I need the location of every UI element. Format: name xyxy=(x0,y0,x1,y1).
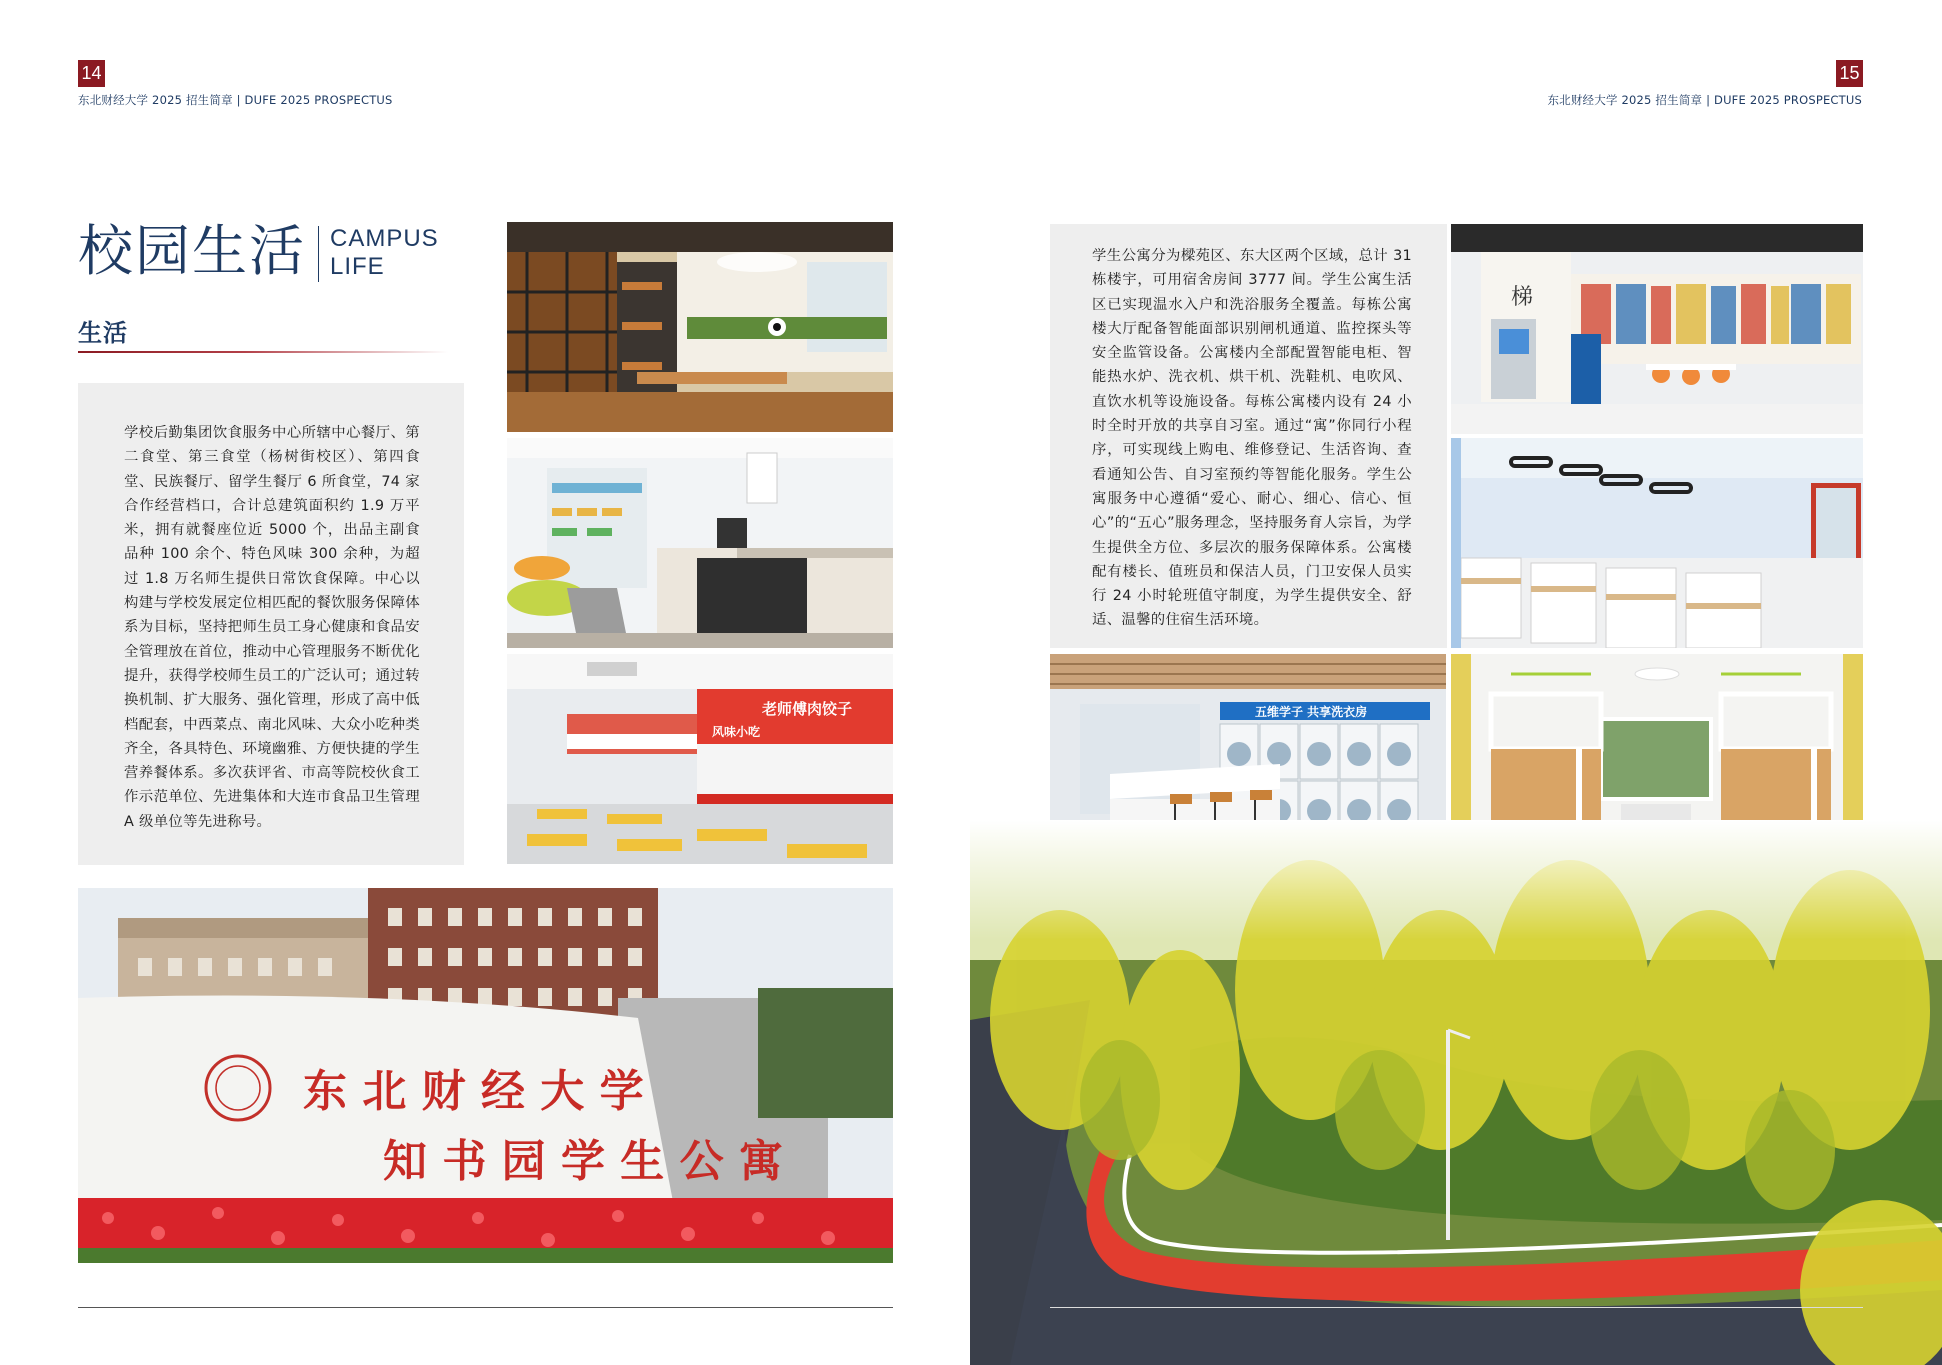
dorm-text-box xyxy=(1050,224,1447,648)
photo-ginkgo-road xyxy=(970,820,1942,1365)
running-header-left: 东北财经大学 2025 招生简章 | DUFE 2025 PROSPECTUS xyxy=(78,93,393,107)
photo-dorm-gate xyxy=(78,888,893,1263)
stall-sign-dumplings: 老师傅肉饺子 xyxy=(762,700,853,718)
subheading-rule xyxy=(78,351,448,353)
photo-study-room xyxy=(1451,438,1863,648)
dining-paragraph: 学校后勤集团饮食服务中心所辖中心餐厅、第二食堂、第三食堂（杨树街校区）、第四食堂、民族餐厅、留学生餐厅 6 所食堂，74 家合作经营档口，合计总建筑面积约 1.9 万平米，拥有就餐座位近 5000 个，出品主副食品种 100 余个、特色风味 300 余种，为超过 1.8 万名师生提供日常饮食保障。中心以构建与学校发展定位相匹配的餐饮服务保障体系为目标，坚持把师生员工身心健康和食品安全管理放在首位，推动中心管理服务不断优化提升，获得学校师生员工的广泛认可；通过转换机制、扩大服务、强化管理，形成了高中低档配套，中西菜点、南北风味、大众小吃种类齐全，各具特色、环境幽雅、方便快捷的学生营养餐体系。多次获评省、市高等院校伙食工作示范单位、先进集体和大连市食品卫生管理 A 级单位等先进称号。 xyxy=(124,425,420,830)
gate-inscription-dorm: 知 书 园 学 生 公 寓 xyxy=(383,1136,783,1187)
photo-canteen xyxy=(507,654,893,864)
page-number-left: 14 xyxy=(78,60,105,87)
footer-rule-right xyxy=(1050,1307,1863,1308)
page-number-right: 15 xyxy=(1836,60,1863,87)
photo-cafe xyxy=(507,222,893,432)
dining-text-box xyxy=(78,383,464,865)
section-title: 校园生活 xyxy=(78,219,307,283)
section-title-en-2: LIFE xyxy=(330,253,385,280)
gate-inscription-university: 东 北 财 经 大 学 xyxy=(303,1066,644,1117)
title-divider xyxy=(318,226,319,282)
laundry-sign: 五维学子 共享洗衣房 xyxy=(1255,705,1368,719)
running-header-right: 东北财经大学 2025 招生简章 | DUFE 2025 PROSPECTUS xyxy=(1547,93,1862,107)
section-title-en-1: CAMPUS xyxy=(330,225,439,252)
photo-dorm-lobby xyxy=(1451,224,1863,434)
photo-cafe-counter xyxy=(507,438,893,648)
subheading-life: 生活 xyxy=(78,319,128,347)
footer-rule-left xyxy=(78,1307,893,1308)
svg-text:梯: 梯 xyxy=(1511,285,1534,310)
stall-sign-snacks: 风味小吃 xyxy=(712,725,761,739)
dorm-paragraph: 学生公寓分为樑苑区、东大区两个区域，总计 31 栋楼宇，可用宿舍房间 3777 间。学生公寓生活区已实现温水入户和洗浴服务全覆盖。每栋公寓楼大厅配备智能面部识别闸机通道、监控探头等安全监管设备。公寓楼内全部配置智能电柜、智能热水炉、洗衣机、烘干机、洗鞋机、电吹风、直饮水机等设施设备。每栋公寓楼内设有 24 小时全时开放的共享自习室。通过“寓”你同行小程序，可实现线上购电、维修登记、生活咨询、查看通知公告、自习室预约等智能化服务。学生公寓服务中心遵循“爱心、耐心、细心、信心、恒心”的“五心”服务理念，坚持服务育人宗旨，为学生提供全方位、多层次的服务保障体系。公寓楼配有楼长、值班员和保洁人员，门卫安保人员实行 24 小时轮班值守制度，为学生提供安全、舒适、温馨的住宿生活环境。 xyxy=(1092,248,1412,629)
